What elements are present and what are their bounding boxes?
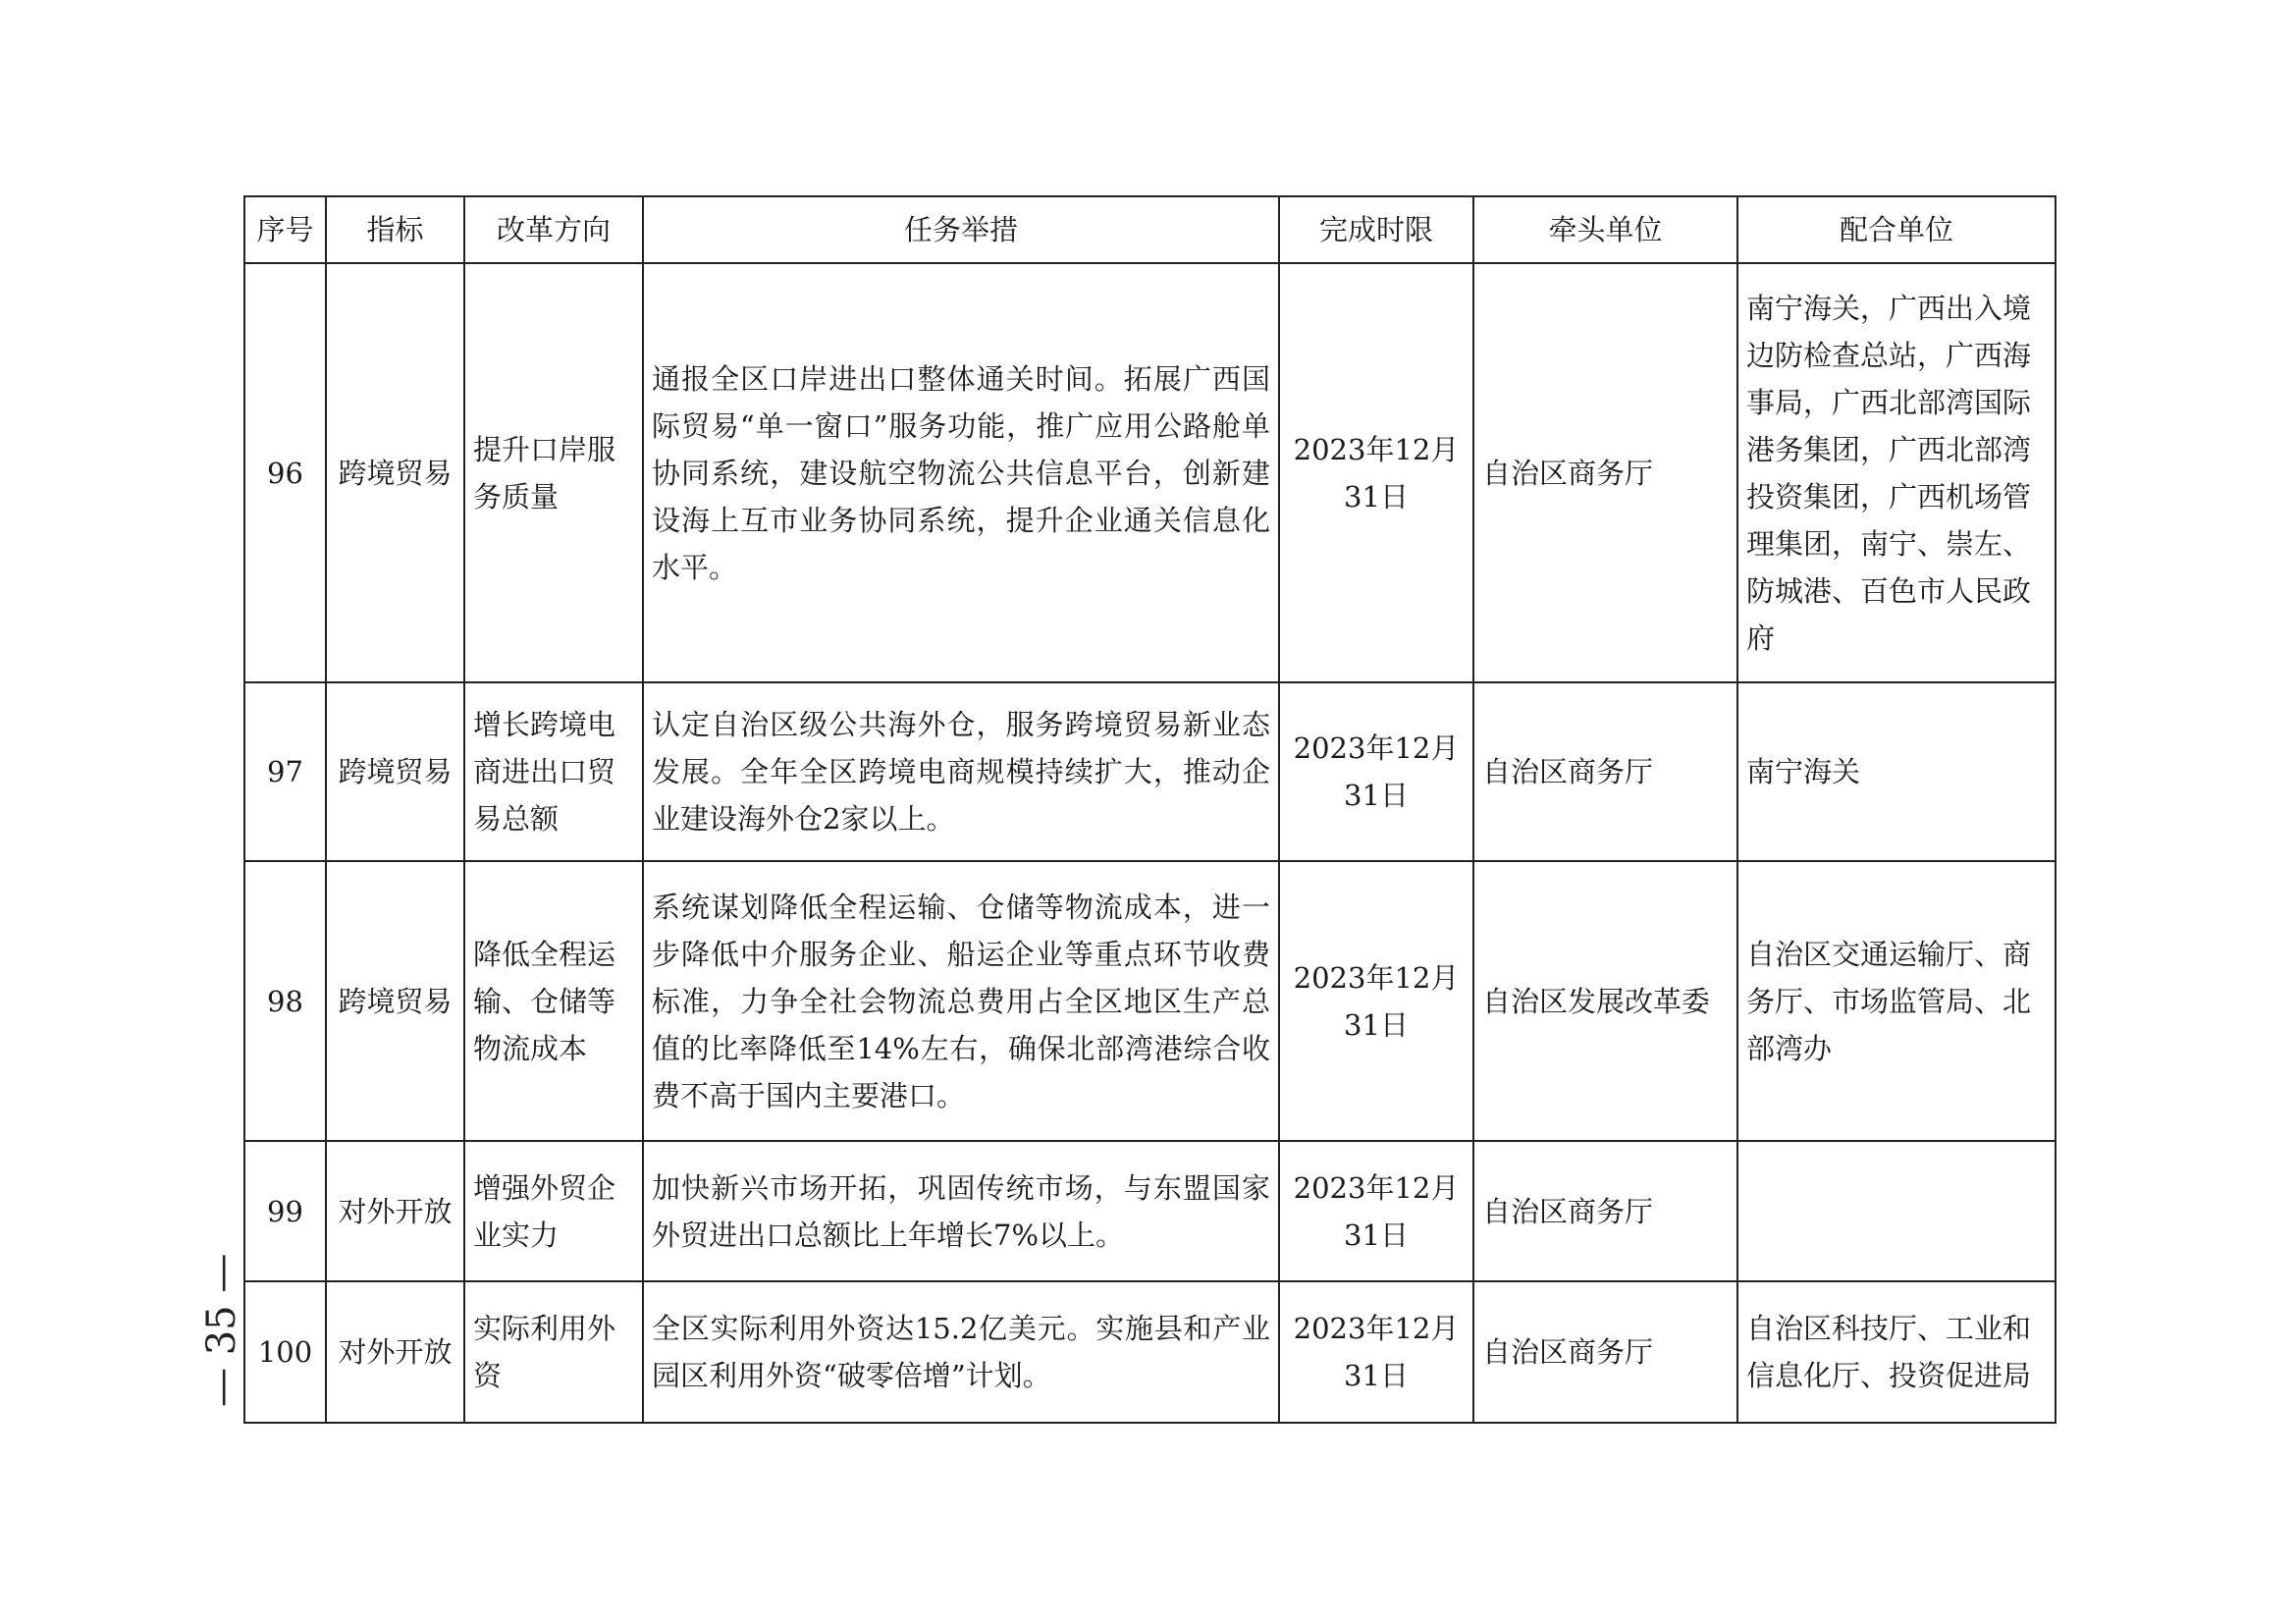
cell-serial: 99 [244, 1141, 326, 1281]
cell-indicator: 对外开放 [326, 1141, 464, 1281]
page-number: — 35 — [199, 1253, 244, 1408]
cell-direction: 实际利用外资 [464, 1281, 643, 1423]
cell-indicator: 跨境贸易 [326, 682, 464, 861]
header-deadline: 完成时限 [1279, 196, 1473, 263]
cell-deadline: 2023年12月31日 [1279, 1141, 1473, 1281]
header-direction: 改革方向 [464, 196, 643, 263]
cell-task: 全区实际利用外资达15.2亿美元。实施县和产业园区利用外资“破零倍增”计划。 [643, 1281, 1279, 1423]
header-coop-unit: 配合单位 [1737, 196, 2056, 263]
header-lead-unit: 牵头单位 [1473, 196, 1737, 263]
table-row [244, 1141, 2056, 1281]
cell-direction: 增长跨境电商进出口贸易总额 [464, 682, 643, 861]
header-task: 任务举措 [643, 196, 1279, 263]
cell-indicator: 跨境贸易 [326, 861, 464, 1141]
cell-coop-unit: 自治区交通运输厅、商务厅、市场监管局、北部湾办 [1737, 861, 2056, 1141]
table-row [244, 861, 2056, 1141]
cell-direction: 降低全程运输、仓储等物流成本 [464, 861, 643, 1141]
cell-deadline: 2023年12月31日 [1279, 682, 1473, 861]
cell-lead-unit: 自治区商务厅 [1473, 682, 1737, 861]
cell-indicator: 对外开放 [326, 1281, 464, 1423]
cell-serial: 100 [244, 1281, 326, 1423]
cell-lead-unit: 自治区商务厅 [1473, 263, 1737, 682]
cell-deadline: 2023年12月31日 [1279, 861, 1473, 1141]
cell-coop-unit [1737, 1141, 2056, 1281]
table-header-row [244, 196, 2056, 263]
cell-coop-unit: 南宁海关，广西出入境边防检查总站，广西海事局，广西北部湾国际港务集团，广西北部湾投资集团，广西机场管理集团，南宁、崇左、防城港、百色市人民政府 [1737, 263, 2056, 682]
cell-task: 认定自治区级公共海外仓，服务跨境贸易新业态发展。全年全区跨境电商规模持续扩大，推动企业建设海外仓2家以上。 [643, 682, 1279, 861]
table-row [244, 263, 2056, 682]
cell-serial: 98 [244, 861, 326, 1141]
cell-coop-unit: 自治区科技厅、工业和信息化厅、投资促进局 [1737, 1281, 2056, 1423]
cell-serial: 97 [244, 682, 326, 861]
cell-deadline: 2023年12月31日 [1279, 1281, 1473, 1423]
table-row [244, 1281, 2056, 1423]
cell-lead-unit: 自治区发展改革委 [1473, 861, 1737, 1141]
cell-lead-unit: 自治区商务厅 [1473, 1281, 1737, 1423]
cell-coop-unit: 南宁海关 [1737, 682, 2056, 861]
cell-lead-unit: 自治区商务厅 [1473, 1141, 1737, 1281]
cell-indicator: 跨境贸易 [326, 263, 464, 682]
header-serial: 序号 [244, 196, 326, 263]
table-row [244, 682, 2056, 861]
cell-task: 通报全区口岸进出口整体通关时间。拓展广西国际贸易“单一窗口”服务功能，推广应用公路舱单协同系统，建设航空物流公共信息平台，创新建设海上互市业务协同系统，提升企业通关信息化水平。 [643, 263, 1279, 682]
cell-direction: 增强外贸企业实力 [464, 1141, 643, 1281]
cell-task: 加快新兴市场开拓，巩固传统市场，与东盟国家外贸进出口总额比上年增长7%以上。 [643, 1141, 1279, 1281]
cell-direction: 提升口岸服务质量 [464, 263, 643, 682]
header-indicator: 指标 [326, 196, 464, 263]
cell-serial: 96 [244, 263, 326, 682]
cell-deadline: 2023年12月31日 [1279, 263, 1473, 682]
cell-task: 系统谋划降低全程运输、仓储等物流成本，进一步降低中介服务企业、船运企业等重点环节收费标准，力争全社会物流总费用占全区地区生产总值的比率降低至14%左右，确保北部湾港综合收费不高于国内主要港口。 [643, 861, 1279, 1141]
reform-task-table [243, 195, 2056, 1424]
